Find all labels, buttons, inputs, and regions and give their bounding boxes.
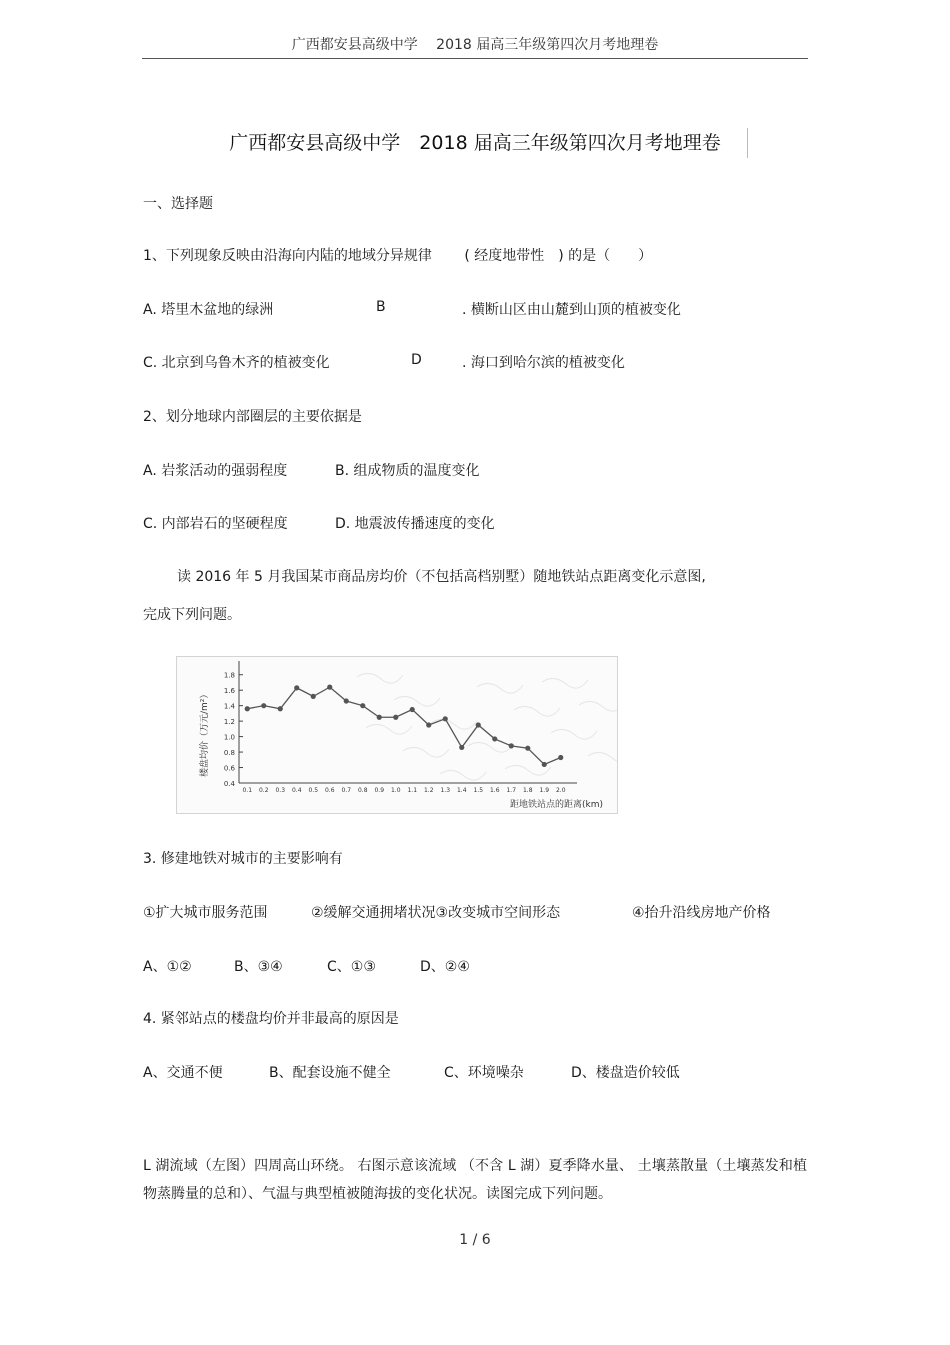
q1-option-b-text: . 横断山区由山麓到山顶的植被变化 [462,302,681,318]
page-title: 广西都安县高级中学 2018 届高三年级第四次月考地理卷 [229,132,721,154]
q4-option-a: A、交通不便 [143,1065,223,1081]
data-point [509,743,514,748]
section-heading: 一、选择题 [143,196,213,212]
intro-line-1: 读 2016 年 5 月我国某市商品房均价（不包括高档别墅）随地铁站点距离变化示意图, [177,569,706,585]
q2-option-a: A. 岩浆活动的强弱程度 [143,463,288,479]
data-point [476,722,481,727]
data-point [294,685,299,690]
texture-stroke [403,747,449,757]
price-distance-chart [176,656,618,814]
y-tick-label: 0.4 [223,780,235,788]
texture-stroke [588,752,617,762]
x-tick-label: 0.3 [275,787,286,794]
texture-stroke [440,770,486,780]
x-tick-label: 1.6 [489,787,500,794]
q3-item-2-3: ②缓解交通拥堵状况③改变城市空间形态 [311,905,561,921]
y-tick-label: 1.6 [223,687,235,696]
page-number: 1 / 6 [459,1232,491,1248]
texture-stroke [394,696,440,706]
title-edge-mark [747,128,748,158]
x-tick-label: 0.2 [258,787,269,794]
x-tick-label: 1.5 [473,787,484,794]
data-point [443,716,448,721]
y-tick-label: 0.8 [223,749,235,758]
q3-option-c: C、①③ [327,959,376,975]
x-tick-label: 1.3 [440,787,451,794]
q2-option-b: B. 组成物质的温度变化 [335,463,480,479]
q3-item-4: ④抬升沿线房地产价格 [632,905,771,921]
chart-canvas [177,657,617,813]
x-tick-label: 0.1 [242,787,253,794]
texture-stroke [551,729,597,739]
q3-item-1: ①扩大城市服务范围 [143,905,268,921]
data-point [377,715,382,720]
data-point [311,694,316,699]
x-tick-label: 0.9 [374,787,385,794]
q1-option-b-letter: B [376,299,386,315]
q1-stem: 1、下列现象反映由沿海向内陆的地域分异规律 ( 经度地带性 ) 的是（ ） [143,248,653,264]
x-axis-label: 距地铁站点的距离(km) [509,800,603,810]
x-tick-label: 0.6 [324,787,335,794]
y-tick-label: 1.2 [223,718,235,727]
q3-option-b: B、③④ [234,959,283,975]
data-point [393,715,398,720]
q4-option-d: D、楼盘造价较低 [571,1065,680,1081]
data-point [410,707,415,712]
y-axis-label: 楼盘均价（万元/m²） [200,689,210,777]
data-point [261,703,266,708]
data-point [327,685,332,690]
x-tick-label: 0.7 [341,787,352,794]
x-tick-label: 0.4 [291,787,302,794]
data-point [360,703,365,708]
data-point [558,755,563,760]
q4-option-c: C、环境噪杂 [444,1065,524,1081]
texture-stroke [366,724,412,734]
y-tick-label: 1.0 [223,733,235,742]
y-tick-label: 1.8 [223,671,235,680]
texture-stroke [357,673,403,683]
data-point [492,736,497,741]
q3-stem: 3. 修建地铁对城市的主要影响有 [143,851,343,867]
data-point [278,706,283,711]
q1-option-a: A. 塔里木盆地的绿洲 [143,302,274,318]
lake-passage: L 湖流域（左图）四周高山环绕。 右图示意该流域 （不含 L 湖）夏季降水量、 土壤蒸散量（土壤蒸发和植物蒸腾量的总和）、气温与典型植被随海拔的变化状况。读图完成下列问题。 [143,1158,807,1202]
x-tick-label: 1.1 [407,787,418,794]
q4-stem: 4. 紧邻站点的楼盘均价并非最高的原因是 [143,1011,399,1027]
q1-option-d-text: . 海口到哈尔滨的植被变化 [462,355,625,371]
data-point [525,746,530,751]
texture-stroke [579,701,617,711]
x-tick-label: 1.8 [522,787,533,794]
y-tick-label: 1.4 [223,702,235,711]
header-rule [142,58,808,59]
x-tick-label: 1.9 [539,787,550,794]
q3-option-d: D、②④ [420,959,470,975]
y-tick-label: 0.6 [223,764,235,773]
x-tick-label: 1.2 [423,787,434,794]
data-point [542,762,547,767]
running-header: 广西都安县高级中学 2018 届高三年级第四次月考地理卷 [291,37,659,53]
x-tick-label: 0.5 [308,787,319,794]
q2-stem: 2、划分地球内部圈层的主要依据是 [143,409,362,425]
data-point [344,698,349,703]
q2-option-d: D. 地震波传播速度的变化 [335,516,495,532]
q1-option-d-letter: D [411,352,422,368]
texture-stroke [514,706,560,716]
x-tick-label: 0.8 [357,787,368,794]
q4-option-b: B、配套设施不健全 [269,1065,391,1081]
x-tick-label: 1.4 [456,787,467,794]
texture-stroke [477,683,523,693]
q1-option-c: C. 北京到乌鲁木齐的植被变化 [143,355,330,371]
x-tick-label: 2.0 [555,787,566,794]
q2-option-c: C. 内部岩石的坚硬程度 [143,516,288,532]
texture-stroke [542,678,588,688]
series-line [247,687,561,764]
x-tick-label: 1.0 [390,787,401,794]
data-point [459,745,464,750]
intro-line-2: 完成下列问题。 [143,607,241,623]
scan-texture [357,673,617,780]
data-point [245,706,250,711]
q3-option-a: A、①② [143,959,192,975]
data-point [426,722,431,727]
x-tick-label: 1.7 [506,787,517,794]
